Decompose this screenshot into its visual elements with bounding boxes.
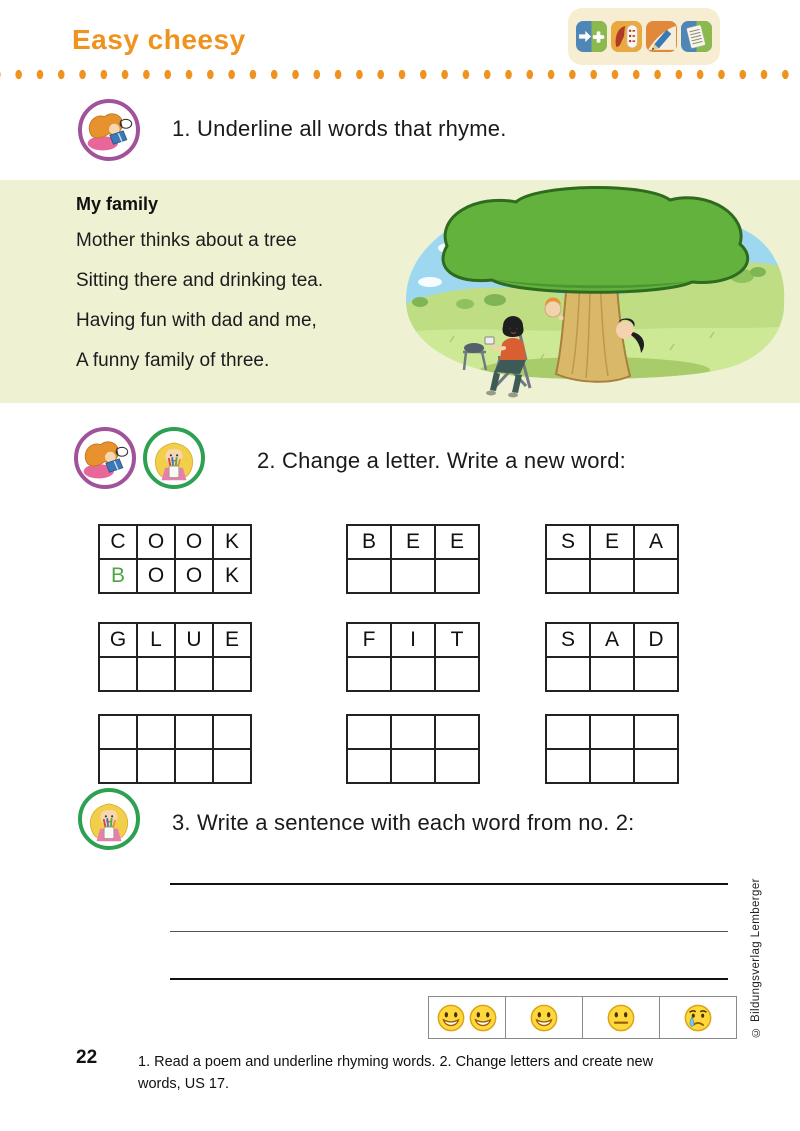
letter-cell: G <box>98 622 138 658</box>
empty-letter-cell[interactable] <box>212 714 252 750</box>
crying-smiley-icon <box>683 1003 713 1033</box>
empty-letter-cell[interactable] <box>98 714 138 750</box>
empty-letter-cell[interactable] <box>212 748 252 784</box>
letter-cell: A <box>633 524 679 560</box>
empty-letter-cell[interactable] <box>545 748 591 784</box>
happy-smiley-icon <box>436 1003 466 1033</box>
page-title: Easy cheesy <box>72 24 246 55</box>
dotted-separator <box>0 69 800 80</box>
footer-note: 1. Read a poem and underline rhyming words. 2. Change letters and create new words, US 17. <box>138 1054 654 1092</box>
grid-row <box>346 714 480 750</box>
empty-letter-cell[interactable] <box>589 748 635 784</box>
empty-letter-cell[interactable] <box>390 748 436 784</box>
word-grid-sea <box>545 524 679 594</box>
copyright-vertical: © Bildungsverlag Lemberger <box>750 878 762 1038</box>
empty-letter-cell[interactable] <box>212 656 252 692</box>
poem-title: My family <box>76 194 159 214</box>
empty-letter-cell[interactable] <box>633 656 679 692</box>
writing-line[interactable] <box>170 931 728 932</box>
letter-cell: B <box>346 524 392 560</box>
empty-letter-cell[interactable] <box>136 656 176 692</box>
letter-cell: O <box>174 558 214 594</box>
letter-cell: F <box>346 622 392 658</box>
grid-row <box>346 524 480 560</box>
speaking-list-icon <box>611 21 642 52</box>
writing-girl-icon <box>85 795 133 843</box>
empty-letter-cell[interactable] <box>346 558 392 594</box>
empty-letter-cell[interactable] <box>434 748 480 784</box>
happy-smiley-icon <box>529 1003 559 1033</box>
writing-line[interactable] <box>170 883 728 885</box>
letter-cell: O <box>136 558 176 594</box>
family-tree-illustration <box>390 182 792 400</box>
poem-box <box>0 180 800 403</box>
letter-cell: S <box>545 524 591 560</box>
self-assessment-scale <box>428 996 737 1039</box>
grid-row <box>98 658 252 692</box>
letter-cell: T <box>434 622 480 658</box>
self-assessment-cell[interactable] <box>429 997 505 1038</box>
poem-line: Sitting there and drinking tea. <box>76 270 324 291</box>
letter-cell: E <box>212 622 252 658</box>
empty-letter-cell[interactable] <box>633 558 679 594</box>
empty-letter-cell[interactable] <box>174 748 214 784</box>
exercise-3-prompt: 3. Write a sentence with each word from no. 2: <box>172 810 635 835</box>
grid-row <box>98 622 252 658</box>
pencil-writing-icon <box>646 21 677 52</box>
letter-cell: C <box>98 524 138 560</box>
self-assessment-cell[interactable] <box>582 997 659 1038</box>
empty-letter-cell[interactable] <box>390 558 436 594</box>
empty-letter-cell[interactable] <box>633 714 679 750</box>
exercise-1-prompt: 1. Underline all words that rhyme. <box>172 116 507 141</box>
letter-cell: I <box>390 622 436 658</box>
letter-cell: U <box>174 622 214 658</box>
empty-letter-cell[interactable] <box>434 558 480 594</box>
empty-letter-cell[interactable] <box>545 558 591 594</box>
grid-row <box>98 560 252 594</box>
poem-line: Mother thinks about a tree <box>76 230 297 251</box>
writing-girl-badge <box>78 788 140 850</box>
letter-cell: E <box>589 524 635 560</box>
letter-cell: E <box>434 524 480 560</box>
word-grid-bee <box>346 524 480 594</box>
letter-cell: K <box>212 558 252 594</box>
word-grid-empty-3b <box>545 714 679 784</box>
empty-letter-cell[interactable] <box>174 714 214 750</box>
letter-cell: O <box>174 524 214 560</box>
letter-cell: O <box>136 524 176 560</box>
grid-row <box>98 524 252 560</box>
letter-cell: E <box>390 524 436 560</box>
lined-notes-icon <box>681 21 712 52</box>
happy-smiley-icon <box>468 1003 498 1033</box>
self-assessment-cell[interactable] <box>505 997 582 1038</box>
page-number: 22 <box>76 1047 98 1068</box>
grid-row <box>545 560 679 594</box>
grid-row <box>346 658 480 692</box>
empty-letter-cell[interactable] <box>346 714 392 750</box>
reading-girl-badge <box>78 99 140 161</box>
empty-letter-cell[interactable] <box>545 714 591 750</box>
reading-girl-badge <box>74 427 136 489</box>
reading-girl-icon <box>85 106 133 154</box>
grid-row <box>98 750 252 784</box>
grid-row <box>545 750 679 784</box>
exercise-2-prompt: 2. Change a letter. Write a new word: <box>257 448 626 473</box>
grid-row <box>346 750 480 784</box>
writing-girl-badge <box>143 427 205 489</box>
empty-letter-cell[interactable] <box>136 714 176 750</box>
empty-letter-cell[interactable] <box>633 748 679 784</box>
word-grid-glue <box>98 622 252 692</box>
grid-row <box>545 658 679 692</box>
empty-letter-cell[interactable] <box>589 714 635 750</box>
letter-cell: D <box>633 622 679 658</box>
match-arrow-plus-icon <box>576 21 607 52</box>
grid-row <box>545 622 679 658</box>
poem-line: A funny family of three. <box>76 350 270 371</box>
reading-girl-icon <box>81 434 129 482</box>
poem-line: Having fun with dad and me, <box>76 310 317 331</box>
writing-line[interactable] <box>170 978 728 980</box>
word-grid-cook-book <box>98 524 252 594</box>
empty-letter-cell[interactable] <box>390 656 436 692</box>
empty-letter-cell[interactable] <box>545 656 591 692</box>
grid-row <box>545 714 679 750</box>
word-grid-empty-4 <box>98 714 252 784</box>
empty-letter-cell[interactable] <box>98 656 138 692</box>
empty-letter-cell[interactable] <box>589 656 635 692</box>
empty-letter-cell[interactable] <box>346 748 392 784</box>
empty-letter-cell[interactable] <box>589 558 635 594</box>
letter-cell: B <box>98 558 138 594</box>
letter-cell: S <box>545 622 591 658</box>
self-assessment-cell[interactable] <box>659 997 736 1038</box>
neutral-smiley-icon <box>606 1003 636 1033</box>
writing-girl-icon <box>150 434 198 482</box>
grid-row <box>545 524 679 560</box>
word-grid-empty-3a <box>346 714 480 784</box>
empty-letter-cell[interactable] <box>390 714 436 750</box>
grid-row <box>346 622 480 658</box>
grid-row <box>346 560 480 594</box>
empty-letter-cell[interactable] <box>174 656 214 692</box>
letter-cell: L <box>136 622 176 658</box>
empty-letter-cell[interactable] <box>136 748 176 784</box>
word-grid-sad <box>545 622 679 692</box>
empty-letter-cell[interactable] <box>434 656 480 692</box>
empty-letter-cell[interactable] <box>98 748 138 784</box>
letter-cell: K <box>212 524 252 560</box>
empty-letter-cell[interactable] <box>434 714 480 750</box>
grid-row <box>98 714 252 750</box>
empty-letter-cell[interactable] <box>346 656 392 692</box>
word-grid-fit <box>346 622 480 692</box>
letter-cell: A <box>589 622 635 658</box>
activity-icon-tray <box>568 8 720 65</box>
